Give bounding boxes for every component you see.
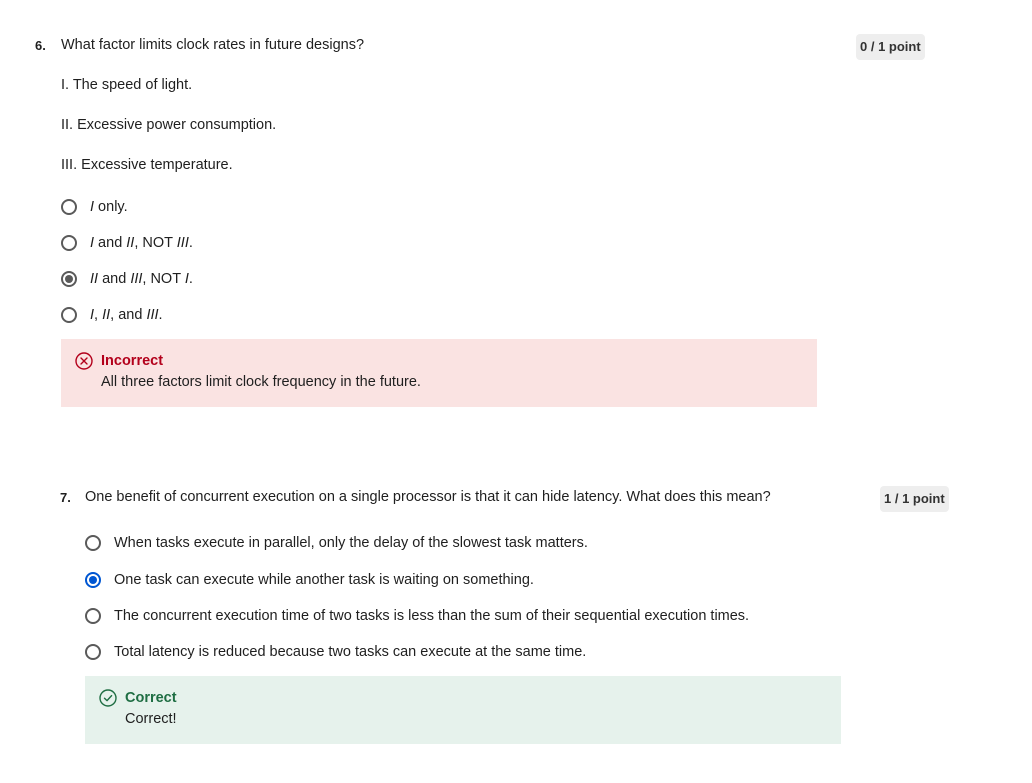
option-execute-while-waiting[interactable] xyxy=(85,568,534,592)
option-parallel-slowest[interactable] xyxy=(85,531,588,555)
feedback-correct xyxy=(85,676,841,744)
option-label: When tasks execute in parallel, only the delay of the slowest task matters. xyxy=(114,535,588,551)
points-badge: 0 / 1 point xyxy=(856,34,925,60)
option-concurrent-time-less[interactable] xyxy=(85,604,749,628)
circle-check-icon xyxy=(99,689,117,707)
option-i-only[interactable] xyxy=(61,195,128,219)
feedback-title: Incorrect xyxy=(101,353,164,369)
option-label: Total latency is reduced because two tasks can execute at the same time. xyxy=(114,644,587,660)
option-label: The concurrent execution time of two tasks is less than the sum of their sequential execution times. xyxy=(114,608,750,624)
question-number: 7. xyxy=(60,490,71,505)
option-label: I and II, NOT III. xyxy=(90,235,193,251)
radio-button[interactable] xyxy=(61,235,77,251)
points-badge: 1 / 1 point xyxy=(880,486,949,512)
statement-1: I. The speed of light. xyxy=(61,77,193,93)
statement-2: II. Excessive power consumption. xyxy=(61,117,277,133)
option-label: I, II, and III. xyxy=(90,307,163,323)
question-text: What factor limits clock rates in future designs? xyxy=(61,37,365,53)
radio-button[interactable] xyxy=(61,199,77,215)
feedback-title: Correct xyxy=(125,690,177,706)
option-label: One task can execute while another task is waiting on something. xyxy=(114,572,534,588)
statement-3: III. Excessive temperature. xyxy=(61,157,233,173)
question-text: One benefit of concurrent execution on a single processor is that it can hide latency. What does this mean? xyxy=(85,489,771,505)
circle-x-icon xyxy=(75,352,93,370)
radio-button[interactable] xyxy=(85,535,101,551)
option-all[interactable] xyxy=(61,303,163,327)
radio-button[interactable] xyxy=(85,644,101,660)
feedback-body: Correct! xyxy=(125,711,177,727)
radio-button[interactable] xyxy=(85,572,101,588)
radio-button[interactable] xyxy=(85,608,101,624)
option-label: I only. xyxy=(90,199,128,215)
question-number: 6. xyxy=(35,38,46,53)
option-label: II and III, NOT I. xyxy=(90,271,193,287)
radio-button[interactable] xyxy=(61,307,77,323)
option-ii-and-iii[interactable] xyxy=(61,267,193,291)
feedback-incorrect xyxy=(61,339,817,407)
radio-button[interactable] xyxy=(61,271,77,287)
option-i-and-ii[interactable] xyxy=(61,231,193,255)
feedback-body: All three factors limit clock frequency in the future. xyxy=(101,374,421,390)
option-total-latency-reduced[interactable] xyxy=(85,640,586,664)
